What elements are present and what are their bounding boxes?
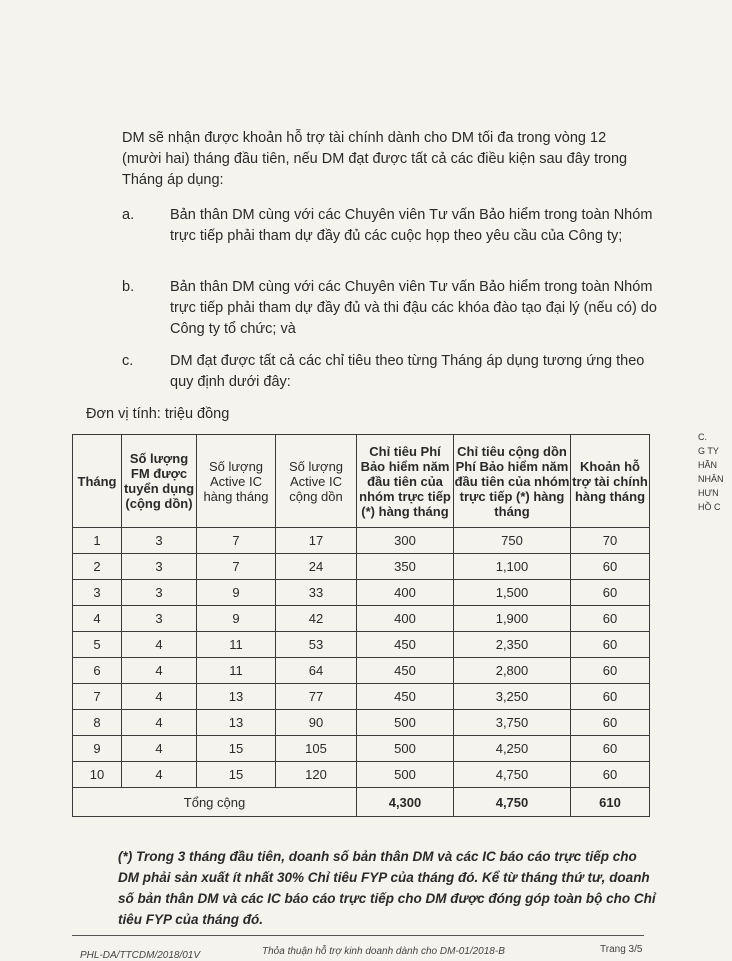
footer-divider [72, 935, 644, 936]
table-cell: 4,250 [454, 736, 571, 762]
table-row [73, 528, 650, 554]
header-active-ic-monthly: Số lượng Active IC hàng tháng [197, 435, 276, 528]
table-cell: 500 [357, 736, 454, 762]
table-cell: 33 [276, 580, 357, 606]
table-cell: 60 [571, 658, 650, 684]
table-cell: 24 [276, 554, 357, 580]
table-cell: 70 [571, 528, 650, 554]
condition-letter: b. [122, 279, 135, 295]
table-cell: 400 [357, 580, 454, 606]
condition-text: DM đạt được tất cả các chỉ tiêu theo từng Tháng áp dụng tương ứng theo quy định dưới đây: [170, 353, 645, 390]
table-cell: 3 [122, 554, 197, 580]
table-header-row [73, 435, 650, 528]
table-cell: 3 [122, 528, 197, 554]
page-number: Trang 3/5 [600, 944, 643, 955]
unit-label: Đơn vị tính: triệu đồng [86, 406, 230, 422]
table-cell: 2,800 [454, 658, 571, 684]
table-cell: 11 [197, 658, 276, 684]
stamp-line: C. [698, 432, 707, 442]
stamp-line: NHÂN [698, 474, 724, 484]
table-row [73, 658, 650, 684]
table-cell: 400 [357, 606, 454, 632]
table-cell: 3 [73, 580, 122, 606]
table-cell: 60 [571, 762, 650, 788]
table-cell: 4 [122, 684, 197, 710]
condition-letter: a. [122, 207, 135, 223]
total-monthly: 4,300 [357, 788, 454, 817]
table-cell: 60 [571, 606, 650, 632]
table-cell: 6 [73, 658, 122, 684]
table-cell: 13 [197, 710, 276, 736]
table-cell: 9 [197, 606, 276, 632]
header-fm-recruited: Số lượng FM được tuyển dụng (cộng dồn) [122, 435, 197, 528]
footer-doc-code: PHL-DA/TTCDM/2018/01V [80, 950, 201, 961]
table-cell: 4 [122, 658, 197, 684]
table-cell: 15 [197, 762, 276, 788]
table-cell: 13 [197, 684, 276, 710]
table-cell: 60 [571, 580, 650, 606]
intro-paragraph: DM sẽ nhận được khoản hỗ trợ tài chính dành cho DM tối đa trong vòng 12 (mười hai) tháng đầu tiên, nếu DM đạt được tất cả các điều kiện sau đây trong Tháng áp dụng: [122, 130, 628, 188]
table-cell: 1 [73, 528, 122, 554]
table-cell: 3 [122, 580, 197, 606]
table-cell: 120 [276, 762, 357, 788]
header-active-ic-cumulative: Số lượng Active IC cộng dồn [276, 435, 357, 528]
stamp-line: HÃN [698, 460, 718, 470]
total-support: 610 [571, 788, 650, 817]
table-cell: 10 [73, 762, 122, 788]
header-month: Tháng [73, 435, 122, 528]
condition-text: Bản thân DM cùng với các Chuyên viên Tư vấn Bảo hiểm trong toàn Nhóm trực tiếp phải tham dự đầy đủ và thi đậu các khóa đào tạo đại lý (nếu có) do Công ty tổ chức; và [170, 279, 657, 337]
table-cell: 3,250 [454, 684, 571, 710]
table-cell: 60 [571, 710, 650, 736]
header-fyp-monthly: Chỉ tiêu Phí Bảo hiểm năm đầu tiên của nhóm trực tiếp (*) hàng tháng [357, 435, 454, 528]
table-total-row [73, 788, 650, 817]
table-cell: 4 [122, 736, 197, 762]
table-cell: 60 [571, 736, 650, 762]
table-cell: 11 [197, 632, 276, 658]
stamp-line: HỒ C [698, 502, 721, 512]
header-fyp-cumulative: Chỉ tiêu cộng dồn Phí Bảo hiểm năm đầu tiên của nhóm trực tiếp (*) hàng tháng [454, 435, 571, 528]
table-cell: 7 [197, 528, 276, 554]
table-cell: 8 [73, 710, 122, 736]
table-cell: 77 [276, 684, 357, 710]
table-cell: 4 [122, 762, 197, 788]
table-cell: 500 [357, 710, 454, 736]
table-row [73, 684, 650, 710]
stamp-fragment [698, 430, 732, 560]
table-cell: 4 [73, 606, 122, 632]
table-cell: 15 [197, 736, 276, 762]
table-cell: 9 [197, 580, 276, 606]
table-cell: 90 [276, 710, 357, 736]
table-cell: 350 [357, 554, 454, 580]
header-financial-support: Khoản hỗ trợ tài chính hàng tháng [571, 435, 650, 528]
table-cell: 4 [122, 632, 197, 658]
table-cell: 42 [276, 606, 357, 632]
table-cell: 64 [276, 658, 357, 684]
table-cell: 7 [73, 684, 122, 710]
table-cell: 3,750 [454, 710, 571, 736]
condition-letter: c. [122, 353, 134, 369]
support-table [72, 434, 650, 817]
total-label: Tổng cộng [73, 788, 357, 817]
table-cell: 750 [454, 528, 571, 554]
table-cell: 1,900 [454, 606, 571, 632]
table-cell: 53 [276, 632, 357, 658]
condition-text: Bản thân DM cùng với các Chuyên viên Tư vấn Bảo hiểm trong toàn Nhóm trực tiếp phải tham dự đầy đủ các cuộc họp theo yêu cầu của Công ty; [170, 207, 653, 244]
table-cell: 105 [276, 736, 357, 762]
table-row [73, 606, 650, 632]
table-cell: 9 [73, 736, 122, 762]
table-cell: 500 [357, 762, 454, 788]
table-cell: 450 [357, 632, 454, 658]
stamp-line: HƯN [698, 488, 719, 498]
table-cell: 5 [73, 632, 122, 658]
table-row [73, 762, 650, 788]
table-cell: 450 [357, 684, 454, 710]
footnote: (*) Trong 3 tháng đầu tiên, doanh số bản thân DM và các IC báo cáo trực tiếp cho DM phải sản xuất ít nhất 30% Chỉ tiêu FYP của tháng đó. Kể từ tháng thứ tư, doanh số bản thân DM và các IC báo cáo trực tiếp cho DM được đóng góp toàn bộ cho Chỉ tiêu FYP của tháng đó. [118, 849, 656, 927]
table-row [73, 554, 650, 580]
footer-title: Thỏa thuận hỗ trợ kinh doanh dành cho DM-01/2018-B [262, 946, 505, 957]
table-cell: 2,350 [454, 632, 571, 658]
table-cell: 60 [571, 554, 650, 580]
table-row [73, 580, 650, 606]
table-cell: 17 [276, 528, 357, 554]
table-cell: 4,750 [454, 762, 571, 788]
table-cell: 450 [357, 658, 454, 684]
table-cell: 1,500 [454, 580, 571, 606]
table-row [73, 632, 650, 658]
table-cell: 4 [122, 710, 197, 736]
stamp-line: G TY [698, 446, 719, 456]
table-cell: 3 [122, 606, 197, 632]
total-cumulative: 4,750 [454, 788, 571, 817]
table-cell: 2 [73, 554, 122, 580]
table-row [73, 736, 650, 762]
table-row [73, 710, 650, 736]
table-cell: 60 [571, 632, 650, 658]
table-cell: 1,100 [454, 554, 571, 580]
table-cell: 300 [357, 528, 454, 554]
table-cell: 7 [197, 554, 276, 580]
table-cell: 60 [571, 684, 650, 710]
